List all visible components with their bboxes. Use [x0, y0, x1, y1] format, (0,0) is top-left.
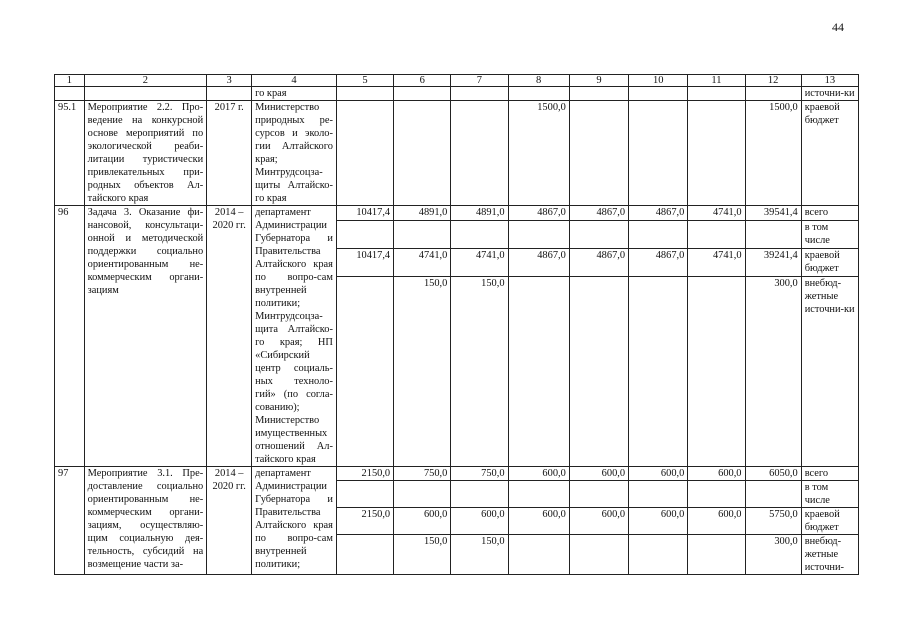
source-cell: внебюд-жетные источни-ки: [801, 277, 858, 467]
value-cell: 150,0: [451, 277, 508, 467]
period-cell: 2014 – 2020 гг.: [207, 467, 252, 575]
value-cell: 4867,0: [569, 248, 628, 276]
table-row-total: [55, 206, 859, 221]
source-cell: источни-ки: [801, 87, 858, 101]
value-cell: 600,0: [508, 508, 569, 535]
value-cell: 600,0: [569, 467, 628, 481]
source-cell: краевой бюджет: [801, 101, 858, 206]
column-header: 8: [508, 75, 569, 87]
source-cell: краевой бюджет: [801, 508, 858, 535]
table-row: [55, 101, 859, 206]
source-cell: всего: [801, 206, 858, 221]
total-cell: 1500,0: [745, 101, 801, 206]
program-table: [54, 74, 859, 575]
value-cell: 600,0: [688, 467, 745, 481]
column-header: 3: [207, 75, 252, 87]
value-cell: 2150,0: [336, 508, 393, 535]
value-cell: 10417,4: [336, 248, 393, 276]
executor-cell: го края: [252, 87, 337, 101]
value-cell: 150,0: [394, 535, 451, 575]
column-header: 6: [394, 75, 451, 87]
value-cell: 1500,0: [508, 101, 569, 206]
activity-name: Мероприятие 2.2. Про-ведение на конкурсной основе мероприятий по экологической реаби-литации туристически привлекательных при-родных объектов Ал-тайского края: [84, 101, 207, 206]
table-row-total: [55, 467, 859, 481]
continuation-row: [55, 87, 859, 101]
value-cell: 4741,0: [451, 248, 508, 276]
source-cell: всего: [801, 467, 858, 481]
period-cell: 2014 – 2020 гг.: [207, 206, 252, 467]
value-cell: 4891,0: [394, 206, 451, 221]
value-cell: 150,0: [451, 535, 508, 575]
column-header: 2: [84, 75, 207, 87]
value-cell: 600,0: [394, 508, 451, 535]
total-cell: 39241,4: [745, 248, 801, 276]
period-cell: 2017 г.: [207, 101, 252, 206]
column-header: 1: [55, 75, 85, 87]
value-cell: 2150,0: [336, 467, 393, 481]
total-cell: 6050,0: [745, 467, 801, 481]
value-cell: 4867,0: [508, 248, 569, 276]
executor-cell: департамент Администрации Губернатора и Правительства Алтайского края по вопро-сам внутренней политики;: [252, 467, 337, 575]
executor-cell: департамент Администрации Губернатора и Правительства Алтайского края по вопро-сам внутренней политики; Минтрудсоцза-щита Алтайско-го края; НП «Сибирский центр социаль-ных техноло-гий» (по согла-сованию); Министерство имущественных отношений Ал-тайского края: [252, 206, 337, 467]
activity-name: Мероприятие 3.1. Пре-доставление социально ориентированным не-коммерческим органи-зациям, осуществляю-щим социальную дея-тельность, субсидий на возмещение части за-: [84, 467, 207, 575]
row-number: 96: [55, 206, 85, 467]
value-cell: 4891,0: [451, 206, 508, 221]
row-number: 95.1: [55, 101, 85, 206]
value-cell: 600,0: [629, 467, 688, 481]
total-cell: 5750,0: [745, 508, 801, 535]
value-cell: 600,0: [569, 508, 628, 535]
column-header: 7: [451, 75, 508, 87]
column-header: 5: [336, 75, 393, 87]
value-cell: 4741,0: [394, 248, 451, 276]
source-cell: внебюд-жетные источни-: [801, 535, 858, 575]
value-cell: 600,0: [508, 467, 569, 481]
column-header: 9: [569, 75, 628, 87]
value-cell: 750,0: [394, 467, 451, 481]
column-header: 13: [801, 75, 858, 87]
header-row: [55, 75, 859, 87]
column-header: 10: [629, 75, 688, 87]
executor-cell: Министерство природных ре-сурсов и эколо-гии Алтайского края; Минтрудсоцза-щиты Алтайско-го края: [252, 101, 337, 206]
source-cell: в том числе: [801, 220, 858, 248]
total-cell: 300,0: [745, 277, 801, 467]
value-cell: 4741,0: [688, 206, 745, 221]
total-cell: 300,0: [745, 535, 801, 575]
page-number: 44: [832, 20, 844, 34]
value-cell: 600,0: [688, 508, 745, 535]
value-cell: 10417,4: [336, 206, 393, 221]
column-header: 4: [252, 75, 337, 87]
value-cell: 750,0: [451, 467, 508, 481]
value-cell: 150,0: [394, 277, 451, 467]
row-number: 97: [55, 467, 85, 575]
value-cell: 4867,0: [629, 206, 688, 221]
value-cell: 600,0: [451, 508, 508, 535]
value-cell: 4741,0: [688, 248, 745, 276]
value-cell: 600,0: [629, 508, 688, 535]
value-cell: 4867,0: [629, 248, 688, 276]
source-cell: в том числе: [801, 481, 858, 508]
activity-name: Задача 3. Оказание фи-нансовой, консультаци-онной и методической поддержки социально ориентированным не-коммерческим органи-зациям: [84, 206, 207, 467]
total-cell: 39541,4: [745, 206, 801, 221]
source-cell: краевой бюджет: [801, 248, 858, 276]
value-cell: 4867,0: [508, 206, 569, 221]
column-header: 11: [688, 75, 745, 87]
column-header: 12: [745, 75, 801, 87]
value-cell: 4867,0: [569, 206, 628, 221]
